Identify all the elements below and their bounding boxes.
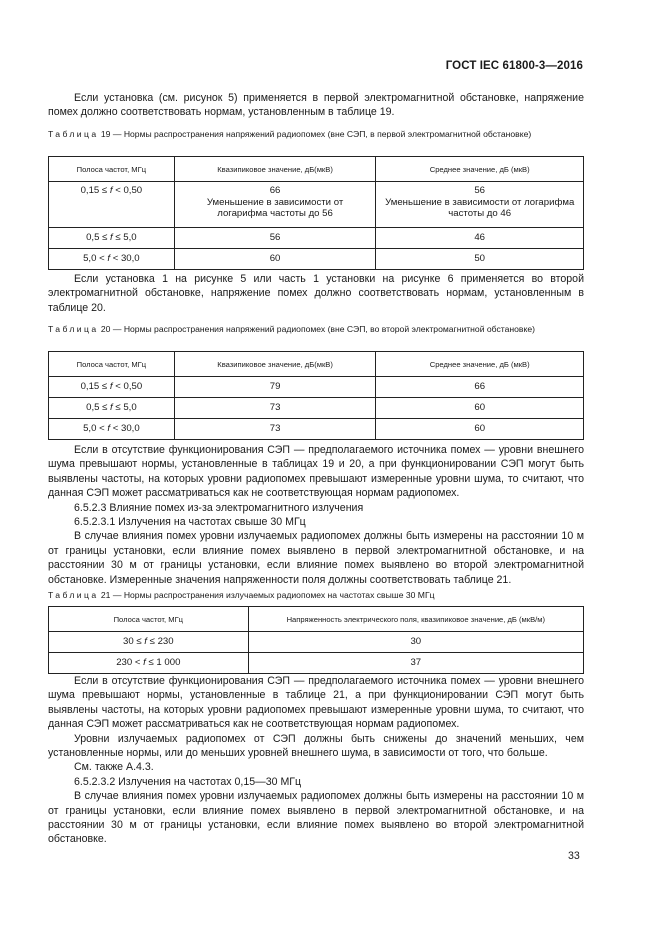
- quasi-peak-cell: 56: [174, 228, 376, 249]
- table-20: [48, 351, 584, 440]
- caption-label: Таблица: [48, 324, 99, 334]
- frequency-cell: 5,0 < f < 30,0: [49, 419, 175, 440]
- column-header: Среднее значение, дБ (мкВ): [376, 352, 584, 377]
- section-heading: 6.5.2.3.1 Излучения на частотах свыше 30 МГц: [74, 516, 306, 529]
- column-header: Полоса частот, МГц: [49, 607, 249, 632]
- paragraph-1: [48, 91, 584, 120]
- caption-label: Таблица: [48, 590, 99, 600]
- page-number: 33: [568, 850, 580, 862]
- table-row: [49, 632, 584, 653]
- column-header: Напряженность электрического поля, квазипиковое значение, дБ (мкВ/м): [248, 607, 583, 632]
- paragraph-text: В случае влияния помех уровни излучаемых радиопомех должны быть измерены на расстоянии 10 м от границы установки, если влияние помех выявлено в первой электромагнитной обстановке, и на расстоянии 30 м от границы установки, если влияние помех выявлено во второй электромагнитной обстановке.: [48, 790, 584, 846]
- frequency-cell: 0,5 ≤ f ≤ 5,0: [49, 398, 175, 419]
- table-row: [49, 249, 584, 270]
- frequency-cell: 0,15 ≤ f < 0,50: [49, 182, 175, 228]
- table-19: [48, 156, 584, 270]
- paragraph-3: [48, 443, 584, 587]
- quasi-peak-cell: 60: [174, 249, 376, 270]
- frequency-cell: 0,15 ≤ f < 0,50: [49, 377, 175, 398]
- table-row: [49, 228, 584, 249]
- caption-text: 21 — Нормы распространения излучаемых радиопомех на частотах свыше 30 МГц: [98, 590, 435, 600]
- quasi-peak-cell: 66 Уменьшение в зависимости от логарифма частоты до 56: [174, 182, 376, 228]
- see-also-note: См. также А.4.3.: [74, 761, 154, 774]
- document-header: ГОСТ IEC 61800-3—2016: [445, 60, 583, 72]
- column-header: Квазипиковое значение, дБ(мкВ): [174, 352, 376, 377]
- caption-text: 20 — Нормы распространения напряжений радиопомех (вне СЭП, во второй электромагнитной обстановке): [98, 324, 535, 334]
- table-row: [49, 377, 584, 398]
- table-20-caption: [48, 323, 584, 336]
- table-header-row: [49, 607, 584, 632]
- quasi-peak-cell: 79: [174, 377, 376, 398]
- table-21: [48, 606, 584, 674]
- table-header-row: [49, 157, 584, 182]
- section-heading: 6.5.2.3.2 Излучения на частотах 0,15—30 МГц: [74, 775, 302, 788]
- paragraph-2: [48, 272, 584, 315]
- table-row: [49, 653, 584, 674]
- table-21-caption: [48, 589, 584, 602]
- section-heading: 6.5.2.3 Влияние помех из-за электромагнитного излучения: [74, 501, 364, 514]
- average-cell: 60: [376, 398, 584, 419]
- table-row: [49, 182, 584, 228]
- frequency-cell: 30 ≤ f ≤ 230: [49, 632, 249, 653]
- average-cell: 46: [376, 228, 584, 249]
- average-cell: 56 Уменьшение в зависимости от логарифма частоты до 46: [376, 182, 584, 228]
- table-row: [49, 419, 584, 440]
- paragraph-text: Если в отсутствие функционирования СЭП — предполагаемого источника помех — уровни внешнего шума превышают нормы, установленные в таблице 21, а при функционировании СЭП могут быть выявлены частоты, на которых уровни радиопомех превышают измеренные уровни шума, то считают, что данная СЭП может рассматриваться как не соответствующая нормам радиопомех.: [48, 675, 584, 731]
- frequency-cell: 0,5 ≤ f ≤ 5,0: [49, 228, 175, 249]
- column-header: Квазипиковое значение, дБ(мкВ): [174, 157, 376, 182]
- frequency-cell: 230 < f ≤ 1 000: [49, 653, 249, 674]
- average-cell: 60: [376, 419, 584, 440]
- column-header: Полоса частот, МГц: [49, 157, 175, 182]
- field-strength-cell: 30: [248, 632, 583, 653]
- column-header: Полоса частот, МГц: [49, 352, 175, 377]
- paragraph-5: [48, 674, 584, 847]
- quasi-peak-cell: 73: [174, 419, 376, 440]
- average-cell: 66: [376, 377, 584, 398]
- paragraph-text: Уровни излучаемых радиопомех от СЭП должны быть снижены до значений меньших, чем установленные нормы, или до меньших уровней внешнего шума, в зависимости от того, что больше.: [48, 732, 584, 760]
- average-cell: 50: [376, 249, 584, 270]
- field-strength-cell: 37: [248, 653, 583, 674]
- caption-label: Таблица: [48, 129, 99, 139]
- paragraph-text: Если в отсутствие функционирования СЭП — предполагаемого источника помех — уровни внешнего шума превышают нормы, установленные в таблицах 19 и 20, а при функционировании СЭП могут быть выявлены частоты, на которых уровни радиопомех превышают измеренные уровни шума, то считают, что данная СЭП может рассматриваться как не соответствующая нормам радиопомех.: [48, 444, 584, 500]
- column-header: Среднее значение, дБ (мкВ): [376, 157, 584, 182]
- table-header-row: [49, 352, 584, 377]
- paragraph-text: Если установка (см. рисунок 5) применяется в первой электромагнитной обстановке, напряжение помех должно соответствовать нормам, установленным в таблице 19.: [48, 92, 584, 119]
- paragraph-text: В случае влияния помех уровни излучаемых радиопомех должны быть измерены на расстоянии 10 м от границы установки, если влияние помех выявлено в первой электромагнитной обстановке, и на расстоянии 30 м от границы установки, если влияние помех выявлено во второй электромагнитной обстановке. Измеренные значения напряженности поля должны соответствовать таблице 21.: [48, 530, 584, 586]
- paragraph-text: Если установка 1 на рисунке 5 или часть 1 установки на рисунке 6 применяется во второй электромагнитной обстановке, напряжение помех должно соответствовать нормам, установленным в таблице 20.: [48, 273, 584, 314]
- caption-text: 19 — Нормы распространения напряжений радиопомех (вне СЭП, в первой электромагнитной обстановке): [98, 129, 532, 139]
- frequency-cell: 5,0 < f < 30,0: [49, 249, 175, 270]
- table-19-caption: [48, 128, 584, 141]
- quasi-peak-cell: 73: [174, 398, 376, 419]
- table-row: [49, 398, 584, 419]
